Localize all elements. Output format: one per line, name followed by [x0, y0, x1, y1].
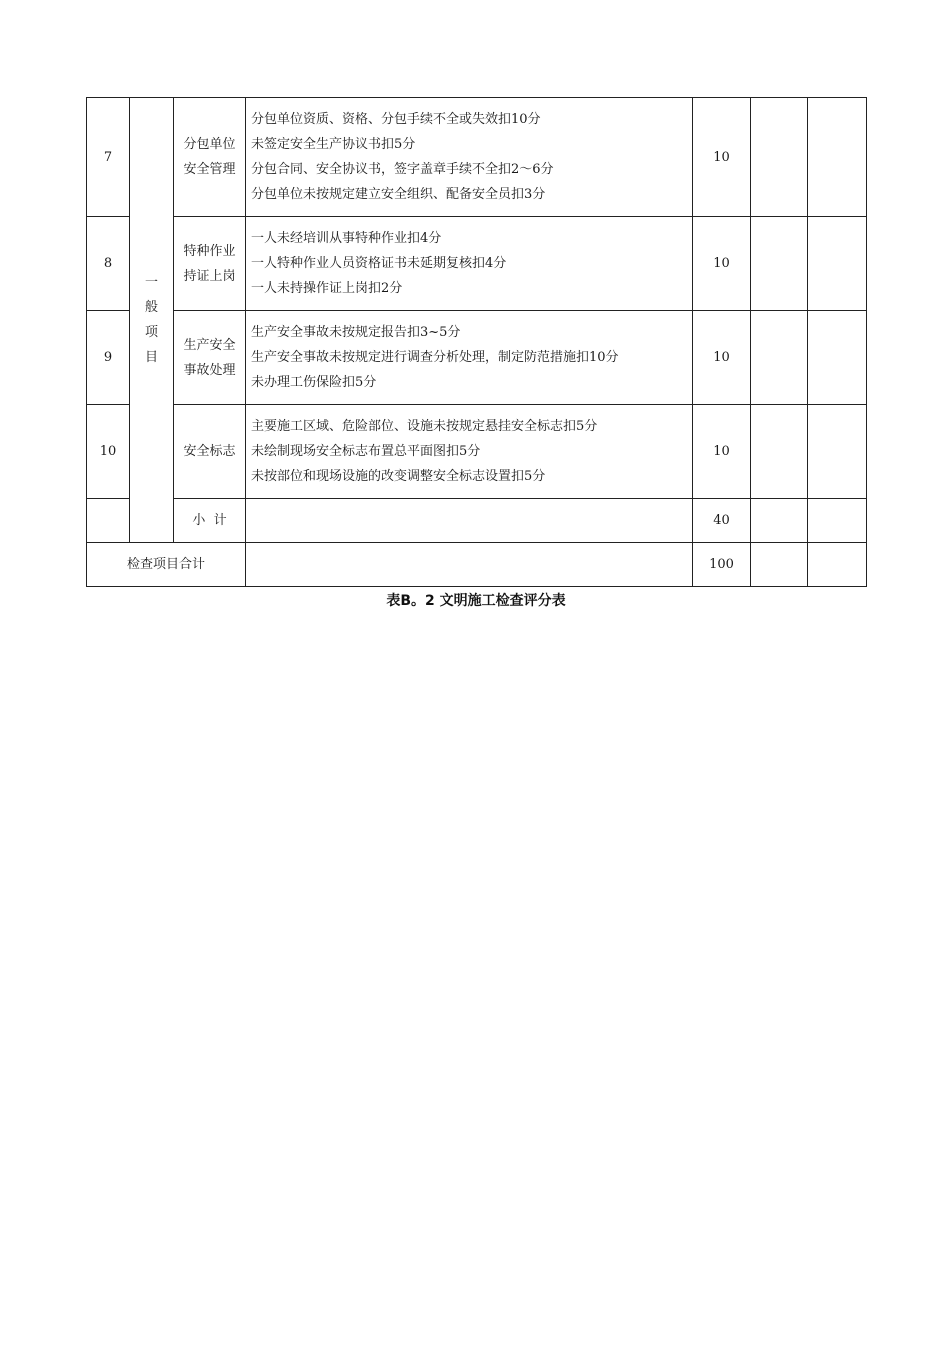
points-actual — [808, 98, 867, 217]
standard-line: 一人未经培训从事特种作业扣4分 — [251, 231, 442, 246]
points-deducted — [751, 543, 808, 587]
points-actual — [808, 217, 867, 311]
item-number: 10 — [87, 405, 130, 499]
deduction-standards — [246, 499, 693, 543]
points-actual — [808, 311, 867, 405]
total-row — [87, 543, 867, 587]
standard-line: 主要施工区域、危险部位、设施未按规定悬挂安全标志扣5分 — [251, 419, 598, 434]
points-actual — [808, 543, 867, 587]
deduction-standards — [246, 405, 693, 499]
item-name: 分包单位 安全管理 — [174, 98, 246, 217]
standard-line: 未办理工伤保险扣5分 — [251, 375, 377, 390]
category-char: 目 — [144, 350, 158, 365]
standard-line: 分包单位资质、资格、分包手续不全或失效扣10分 — [251, 112, 541, 127]
points-actual — [808, 499, 867, 543]
deduction-standards — [246, 217, 693, 311]
item-number: 9 — [87, 311, 130, 405]
deduction-standards — [246, 543, 693, 587]
category-char: 般 — [144, 300, 158, 315]
table-row — [87, 217, 867, 311]
points-due: 10 — [693, 311, 751, 405]
score-table — [86, 97, 867, 587]
item-number — [87, 499, 130, 543]
points-deducted — [751, 499, 808, 543]
points-deducted — [751, 98, 808, 217]
item-number: 8 — [87, 217, 130, 311]
standard-line: 一人特种作业人员资格证书未延期复核扣4分 — [251, 256, 507, 271]
standard-line: 一人未持操作证上岗扣2分 — [251, 281, 403, 296]
item-number: 7 — [87, 98, 130, 217]
total-points: 100 — [693, 543, 751, 587]
table-row — [87, 405, 867, 499]
total-label: 检查项目合计 — [87, 543, 246, 587]
category-char: 一 — [144, 275, 158, 290]
standard-line: 未签定安全生产协议书扣5分 — [251, 137, 416, 152]
category-cell — [130, 98, 174, 543]
standard-line: 分包单位未按规定建立安全组织、配备安全员扣3分 — [251, 187, 546, 202]
points-due: 10 — [693, 405, 751, 499]
points-due: 10 — [693, 217, 751, 311]
standard-line: 未按部位和现场设施的改变调整安全标志设置扣5分 — [251, 469, 546, 484]
subtotal-points: 40 — [693, 499, 751, 543]
deduction-standards — [246, 311, 693, 405]
standard-line: 未绘制现场安全标志布置总平面图扣5分 — [251, 444, 481, 459]
points-actual — [808, 405, 867, 499]
table-caption: 表B。2 文明施工检查评分表 — [386, 593, 566, 609]
item-name: 安全标志 — [174, 405, 246, 499]
points-due: 10 — [693, 98, 751, 217]
table-row — [87, 98, 867, 217]
standard-line: 分包合同、安全协议书，签字盖章手续不全扣2～6分 — [251, 162, 554, 177]
category-char: 项 — [144, 325, 158, 340]
standard-line: 生产安全事故未按规定进行调查分析处理，制定防范措施扣10分 — [251, 350, 619, 365]
item-name: 生产安全 事故处理 — [174, 311, 246, 405]
deduction-standards — [246, 98, 693, 217]
standard-line: 生产安全事故未按规定报告扣3~5分 — [251, 325, 461, 340]
subtotal-label: 小 计 — [174, 499, 246, 543]
points-deducted — [751, 405, 808, 499]
table-row — [87, 311, 867, 405]
item-name: 特种作业 持证上岗 — [174, 217, 246, 311]
points-deducted — [751, 217, 808, 311]
subtotal-row — [87, 499, 867, 543]
points-deducted — [751, 311, 808, 405]
